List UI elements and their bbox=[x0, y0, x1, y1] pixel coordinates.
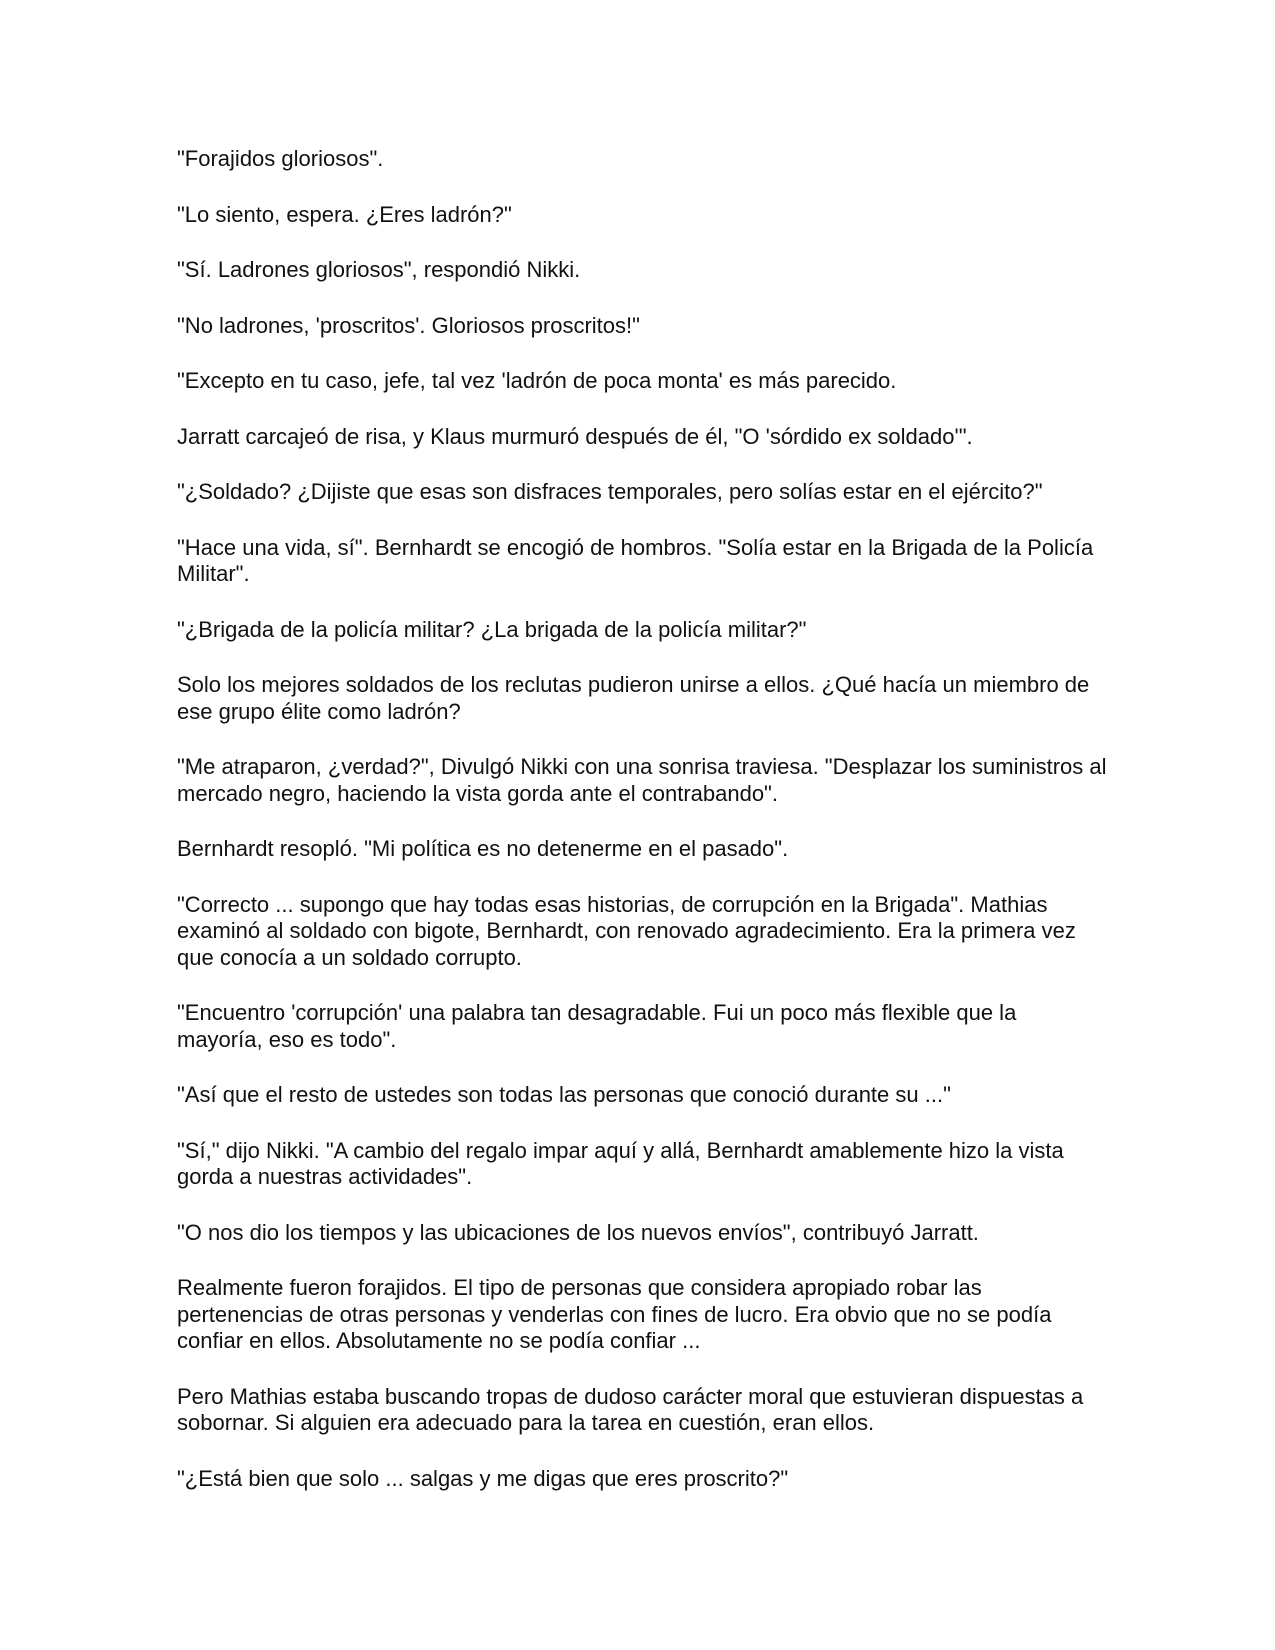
paragraph: "Forajidos gloriosos". bbox=[177, 146, 384, 171]
paragraph: "Sí. Ladrones gloriosos", respondió Nikki. bbox=[177, 257, 581, 282]
paragraph: "Así que el resto de ustedes son todas las personas que conoció durante su ..." bbox=[177, 1082, 951, 1107]
paragraph: "O nos dio los tiempos y las ubicaciones de los nuevos envíos", contribuyó Jarratt. bbox=[177, 1219, 979, 1245]
paragraph: Solo los mejores soldados de los reclutas pudieron unirse a ellos. ¿Qué hacía un miembro de ese grupo élite como ladrón? bbox=[177, 672, 1090, 724]
paragraph: "Hace una vida, sí". Bernhardt se encogió de hombros. "Solía estar en la Brigada de la Policía Militar". bbox=[177, 534, 1094, 586]
paragraph: "Me atraparon, ¿verdad?", Divulgó Nikki con una sonrisa traviesa. "Desplazar los suministros al mercado negro, haciendo la vista gorda ante el contrabando". bbox=[177, 754, 1107, 806]
paragraph: "Lo siento, espera. ¿Eres ladrón?" bbox=[177, 201, 512, 227]
paragraph: "¿Está bien que solo ... salgas y me digas que eres proscrito?" bbox=[177, 1465, 789, 1491]
paragraph: "¿Brigada de la policía militar? ¿La brigada de la policía militar?" bbox=[177, 616, 807, 642]
paragraph: "Correcto ... supongo que hay todas esas historias, de corrupción en la Brigada". Mathias examinó al soldado con bigote, Bernhardt, con renovado agradecimiento. Era la primera vez que conocía a un soldado corrupto. bbox=[177, 891, 1076, 970]
paragraph: Pero Mathias estaba buscando tropas de dudoso carácter moral que estuvieran dispuestas a sobornar. Si alguien era adecuado para la tarea en cuestión, eran ellos. bbox=[177, 1383, 1084, 1435]
paragraph: "No ladrones, 'proscritos'. Gloriosos proscritos!" bbox=[177, 312, 640, 338]
paragraph: Jarratt carcajeó de risa, y Klaus murmuró después de él, "O 'sórdido ex soldado'". bbox=[177, 423, 973, 449]
paragraph: Realmente fueron forajidos. El tipo de personas que considera apropiado robar las pertenencias de otras personas y venderlas con fines de lucro. Era obvio que no se podía confiar en ellos. Absolutamente no se podía confiar ... bbox=[177, 1275, 1052, 1353]
document-body bbox=[177, 146, 1107, 1521]
paragraph: "¿Soldado? ¿Dijiste que esas son disfraces temporales, pero solías estar en el ejército?" bbox=[177, 479, 1043, 504]
paragraph: Bernhardt resopló. "Mi política es no detenerme en el pasado". bbox=[177, 836, 789, 861]
paragraph: "Encuentro 'corrupción' una palabra tan desagradable. Fui un poco más flexible que la mayoría, eso es todo". bbox=[177, 1000, 1017, 1052]
paragraph: "Sí," dijo Nikki. "A cambio del regalo impar aquí y allá, Bernhardt amablemente hizo la vista gorda a nuestras actividades". bbox=[177, 1137, 1064, 1189]
paragraph: "Excepto en tu caso, jefe, tal vez 'ladrón de poca monta' es más parecido. bbox=[177, 368, 897, 393]
